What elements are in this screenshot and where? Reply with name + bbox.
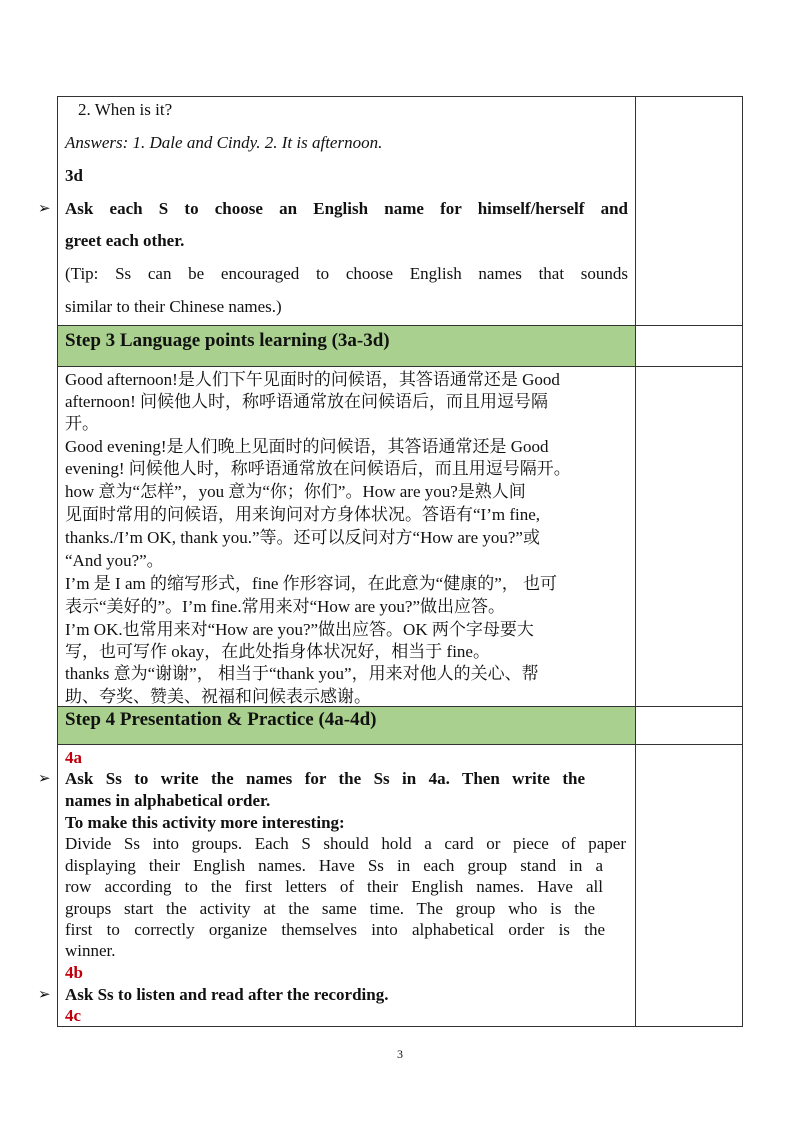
step3-heading: Step 3 Language points learning (3a-3d) — [65, 330, 390, 351]
label-4c: 4c — [65, 1006, 82, 1025]
step3-line: 见面时常用的问候语，用来询问对方身体状况。答语有“I’m fine, — [65, 505, 541, 524]
instruction-3d-line2: greet each other. — [65, 231, 185, 250]
step3-line: “And you?”。 — [65, 551, 164, 570]
divide-line: displaying their English names. Have Ss in each group stand in a — [65, 856, 603, 875]
step3-line: Good evening!是人们晚上见面时的问候语，其答语通常还是 Good — [65, 437, 549, 456]
label-3d: 3d — [65, 166, 83, 185]
step3-line: 写，也可写作 okay，在此处指身体状况好，相当于 fine。 — [65, 642, 490, 661]
question-2: 2. When is it? — [78, 100, 173, 119]
table-row-divider — [57, 706, 743, 707]
instruction-4a-line2: names in alphabetical order. — [65, 791, 271, 810]
interesting-heading: To make this activity more interesting: — [65, 813, 345, 832]
table-row-divider — [57, 325, 743, 326]
label-4a: 4a — [65, 748, 82, 767]
divide-line: first to correctly organize themselves into alphabetical order is the — [65, 920, 605, 939]
divide-line: groups start the activity at the same time. The group who is the — [65, 899, 595, 918]
tip-line2: similar to their Chinese names.) — [65, 297, 282, 316]
divide-line: Divide Ss into groups. Each S should hold a card or piece of paper — [65, 834, 626, 853]
step3-line: I’m 是 I am 的缩写形式，fine 作形容词，在此意为“健康的”， 也可 — [65, 574, 557, 593]
table-border-top — [57, 96, 743, 97]
step3-line: 开。 — [65, 414, 99, 433]
step3-line: thanks 意为“谢谢”， 相当于“thank you”，用来对他人的关心、帮 — [65, 664, 539, 683]
tip-line1: (Tip: Ss can be encouraged to choose English names that sounds — [65, 264, 628, 283]
step3-line: afternoon! 问候他人时，称呼语通常放在问候语后，而且用逗号隔 — [65, 392, 549, 411]
step3-line: 助、夸奖、赞美、祝福和问候表示感谢。 — [65, 687, 371, 705]
table-row-divider — [57, 366, 743, 367]
table-border-bottom — [57, 1026, 743, 1027]
step4-heading: Step 4 Presentation & Practice (4a-4d) — [65, 709, 377, 730]
instruction-4b: Ask Ss to listen and read after the recording. — [65, 985, 389, 1004]
step3-line: thanks./I’m OK, thank you.”等。还可以反问对方“How are you?”或 — [65, 528, 540, 547]
table-border-right — [742, 96, 743, 1027]
page-number: 3 — [397, 1047, 403, 1061]
label-4b: 4b — [65, 963, 83, 982]
answers-text: Answers: 1. Dale and Cindy. 2. It is afternoon. — [65, 133, 383, 152]
table-row-divider — [57, 744, 743, 745]
arrow-bullet-icon: ➢ — [38, 987, 51, 1003]
instruction-3d-line1: Ask each S to choose an English name for himself/herself and — [65, 199, 628, 218]
arrow-bullet-icon: ➢ — [38, 201, 51, 217]
step3-line: I’m OK.也常用来对“How are you?”做出应答。OK 两个字母要大 — [65, 620, 534, 639]
instruction-4a-line1: Ask Ss to write the names for the Ss in 4a. Then write the — [65, 769, 585, 788]
step3-line: evening! 问候他人时，称呼语通常放在问候语后，而且用逗号隔开。 — [65, 459, 571, 478]
arrow-bullet-icon: ➢ — [38, 771, 51, 787]
table-column-divider — [635, 96, 636, 1027]
step3-line: 表示“美好的”。I’m fine.常用来对“How are you?”做出应答。 — [65, 597, 506, 616]
divide-line: winner. — [65, 941, 116, 960]
table-border-left — [57, 96, 58, 1027]
divide-line: row according to the first letters of their English names. Have all — [65, 877, 603, 896]
step3-line: how 意为“怎样”，you 意为“你；你们”。How are you?是熟人间 — [65, 482, 526, 501]
step3-line: Good afternoon!是人们下午见面时的问候语，其答语通常还是 Good — [65, 370, 560, 389]
